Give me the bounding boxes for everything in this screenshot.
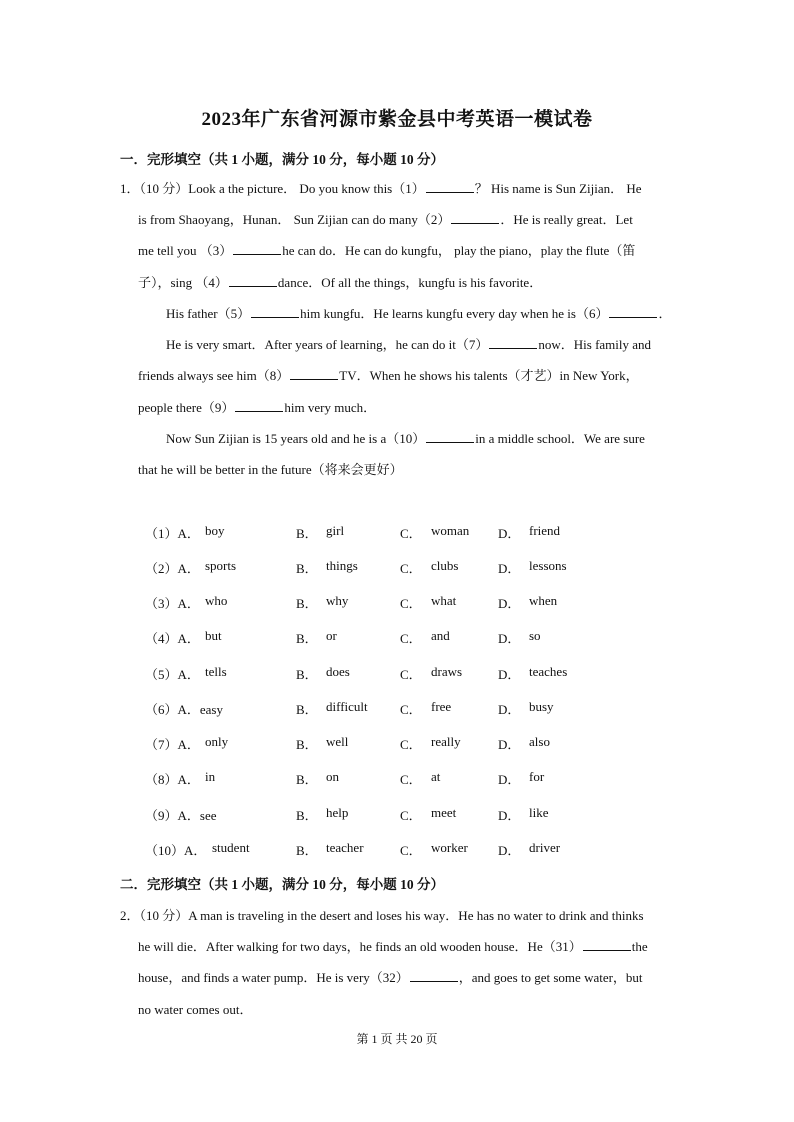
option-d[interactable]: like <box>529 805 549 820</box>
question-number: （2）A． <box>145 561 200 576</box>
option-a[interactable]: who <box>205 593 228 608</box>
passage-line: friends always see him（8） TV．When he shows his talents（才艺）in New York， <box>138 368 639 383</box>
option-letter: B． <box>296 596 318 611</box>
option-letter: D． <box>498 631 521 646</box>
passage-line: is from Shaoyang，Hunan． Sun Zijian can do many（2） ．He is really great．Let <box>138 212 633 227</box>
option-letter: C． <box>400 561 422 576</box>
option-c[interactable]: meet <box>431 805 457 820</box>
option-a[interactable]: but <box>205 628 222 643</box>
question-number: （1）A． <box>145 526 200 541</box>
option-letter: B． <box>296 702 318 717</box>
passage-line: 1．（10 分）Look a the picture． Do you know this（1） ？ His name is Sun Zijian． He <box>120 181 642 196</box>
answer-blank[interactable] <box>426 431 474 443</box>
option-row <box>0 523 794 543</box>
answer-blank[interactable] <box>451 212 499 224</box>
option-c[interactable]: clubs <box>431 558 459 573</box>
option-row <box>0 840 794 860</box>
passage-line: 子），sing （4） dance．Of all the things，kungfu is his favorite． <box>138 275 543 290</box>
option-letter: B． <box>296 631 318 646</box>
option-letter: B． <box>296 843 318 858</box>
passage-line: that he will be better in the future（将来会更好） <box>138 462 403 477</box>
option-c[interactable]: worker <box>431 840 468 855</box>
passage-line: His father（5） him kungfu．He learns kungfu every day when he is（6） ． <box>166 306 672 321</box>
option-row <box>0 558 794 578</box>
answer-blank[interactable] <box>233 243 281 255</box>
question-number: （4）A． <box>145 631 200 646</box>
question-number: （8）A． <box>145 772 200 787</box>
option-letter: B． <box>296 526 318 541</box>
option-row <box>0 593 794 613</box>
question-number: （6）A．easy <box>145 702 223 717</box>
option-b[interactable]: help <box>326 805 349 820</box>
option-a[interactable]: boy <box>205 523 225 538</box>
passage-line: me tell you （3） he can do．He can do kungfu， play the piano，play the flute（笛 <box>138 243 636 258</box>
option-b[interactable]: well <box>326 734 349 749</box>
answer-blank[interactable] <box>229 275 277 287</box>
passage-line: people there（9） him very much． <box>138 400 377 415</box>
passage-line: Now Sun Zijian is 15 years old and he is a（10） in a middle school．We are sure <box>166 431 645 446</box>
option-b[interactable]: or <box>326 628 337 643</box>
answer-blank[interactable] <box>426 181 474 193</box>
option-letter: B． <box>296 737 318 752</box>
option-letter: B． <box>296 561 318 576</box>
option-b[interactable]: teacher <box>326 840 364 855</box>
answer-blank[interactable] <box>583 939 631 951</box>
option-b[interactable]: why <box>326 593 349 608</box>
option-letter: D． <box>498 596 521 611</box>
option-d[interactable]: driver <box>529 840 561 855</box>
option-d[interactable]: when <box>529 593 558 608</box>
option-d[interactable]: busy <box>529 699 554 714</box>
answer-blank[interactable] <box>410 970 458 982</box>
option-a[interactable]: in <box>205 769 216 784</box>
option-letter: D． <box>498 667 521 682</box>
option-c[interactable]: draws <box>431 664 463 679</box>
passage-line: 2．（10 分）A man is traveling in the desert and loses his way．He has no water to drink and thinks <box>120 908 644 923</box>
option-d[interactable]: for <box>529 769 545 784</box>
option-row <box>0 805 794 825</box>
option-letter: D． <box>498 702 521 717</box>
answer-blank[interactable] <box>235 400 283 412</box>
option-a[interactable]: student <box>212 840 250 855</box>
option-letter: C． <box>400 596 422 611</box>
option-d[interactable]: so <box>529 628 541 643</box>
option-letter: C． <box>400 631 422 646</box>
option-letter: D． <box>498 526 521 541</box>
option-row <box>0 628 794 648</box>
option-letter: C． <box>400 843 422 858</box>
option-row <box>0 664 794 684</box>
option-d[interactable]: friend <box>529 523 561 538</box>
option-letter: D． <box>498 737 521 752</box>
page-footer: 第 1 页 共 20 页 <box>356 1032 438 1046</box>
option-b[interactable]: on <box>326 769 339 784</box>
option-b[interactable]: girl <box>326 523 345 538</box>
option-letter: C． <box>400 737 422 752</box>
option-letter: B． <box>296 772 318 787</box>
option-c[interactable]: at <box>431 769 441 784</box>
option-letter: D． <box>498 561 521 576</box>
passage-line: no water comes out． <box>138 1002 253 1017</box>
option-row <box>0 769 794 789</box>
option-c[interactable]: woman <box>431 523 470 538</box>
option-d[interactable]: lessons <box>529 558 567 573</box>
section-2-heading: 二．完形填空（共 1 小题，满分 10 分，每小题 10 分） <box>120 877 444 892</box>
question-number: （9）A．see <box>145 808 217 823</box>
option-row <box>0 734 794 754</box>
option-letter: C． <box>400 772 422 787</box>
option-c[interactable]: and <box>431 628 450 643</box>
option-letter: C． <box>400 702 422 717</box>
passage-line: house，and finds a water pump．He is very（32） ，and goes to get some water，but <box>138 970 643 985</box>
option-letter: D． <box>498 772 521 787</box>
option-letter: B． <box>296 808 318 823</box>
passage-line: he will die．After walking for two days，he finds an old wooden house．He（31） the <box>138 939 648 954</box>
option-letter: D． <box>498 808 521 823</box>
question-number: （3）A． <box>145 596 200 611</box>
option-letter: C． <box>400 526 422 541</box>
option-b[interactable]: difficult <box>326 699 368 714</box>
question-number: （10）A． <box>145 843 207 858</box>
option-letter: D． <box>498 843 521 858</box>
question-number: （7）A． <box>145 737 200 752</box>
option-b[interactable]: things <box>326 558 358 573</box>
question-number: （5）A． <box>145 667 200 682</box>
option-a[interactable]: only <box>205 734 229 749</box>
answer-blank[interactable] <box>609 306 657 318</box>
option-d[interactable]: teaches <box>529 664 568 679</box>
option-c[interactable]: free <box>431 699 452 714</box>
section-1-heading: 一．完形填空（共 1 小题，满分 10 分，每小题 10 分） <box>120 152 444 167</box>
option-c[interactable]: really <box>431 734 461 749</box>
option-letter: C． <box>400 808 422 823</box>
option-c[interactable]: what <box>431 593 457 608</box>
answer-blank[interactable] <box>290 368 338 380</box>
option-letter: C． <box>400 667 422 682</box>
option-a[interactable]: tells <box>205 664 227 679</box>
option-row <box>0 699 794 719</box>
answer-blank[interactable] <box>251 306 299 318</box>
option-letter: B． <box>296 667 318 682</box>
option-d[interactable]: also <box>529 734 550 749</box>
page-title: 2023年广东省河源市紫金县中考英语一模试卷 <box>201 109 593 130</box>
option-a[interactable]: sports <box>205 558 237 573</box>
option-b[interactable]: does <box>326 664 350 679</box>
passage-line: He is very smart．After years of learning，he can do it（7） now．His family and <box>166 337 652 352</box>
answer-blank[interactable] <box>489 337 537 349</box>
